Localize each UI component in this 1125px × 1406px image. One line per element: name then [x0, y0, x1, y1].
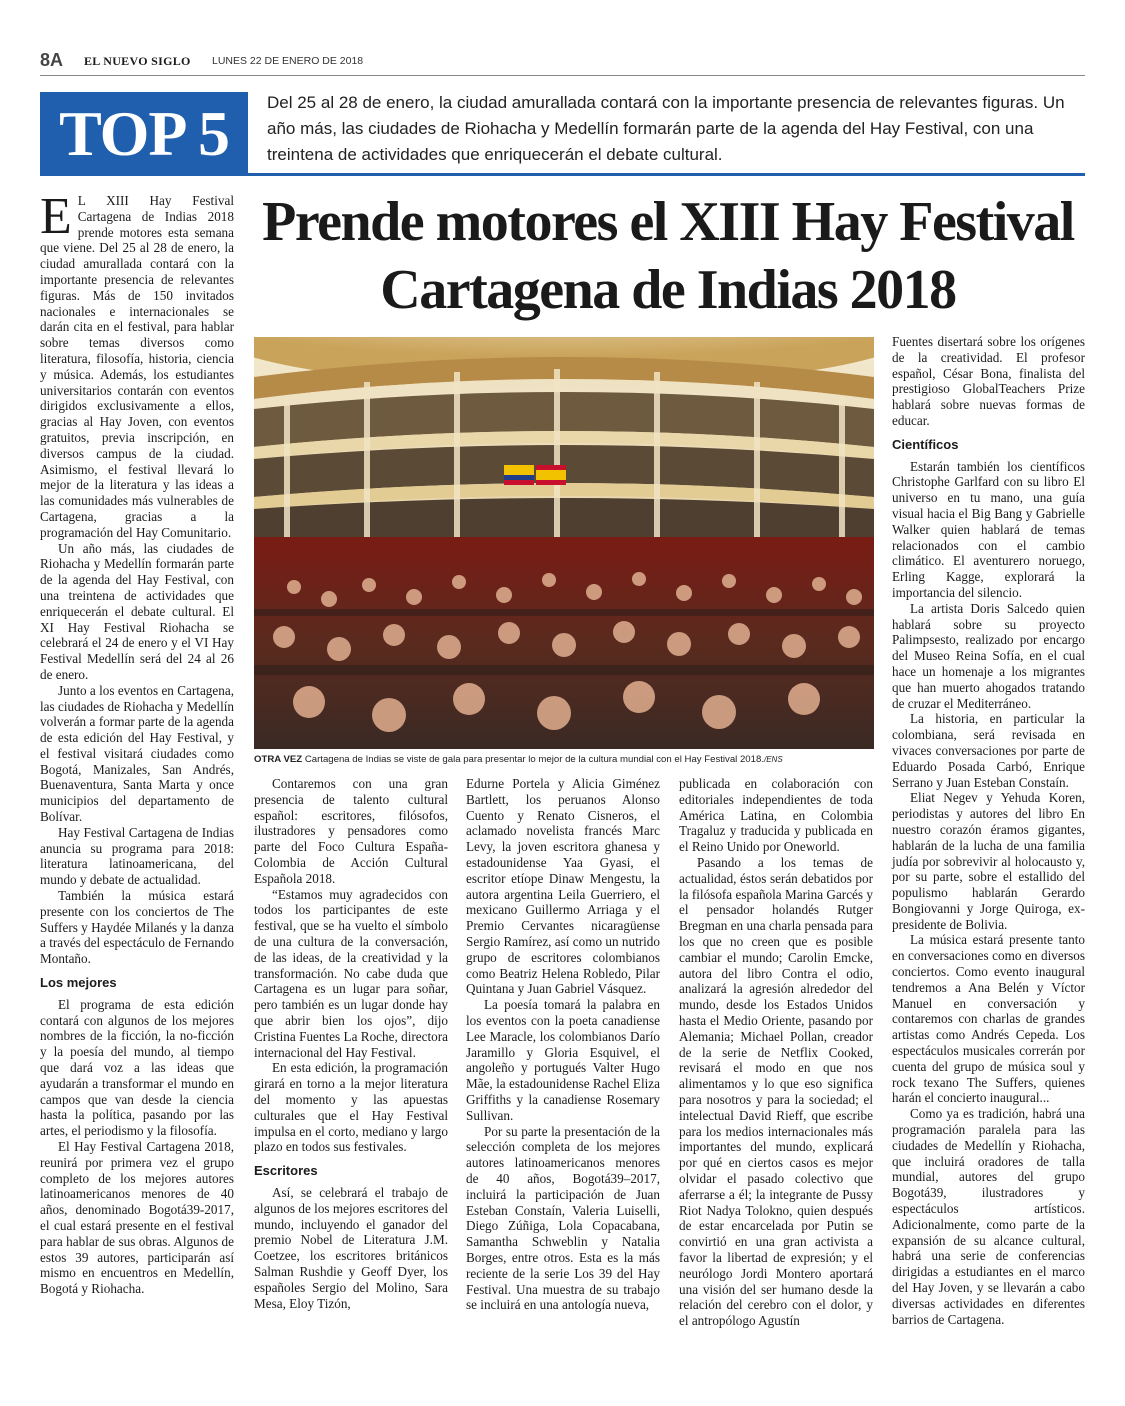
- paragraph: La artista Doris Salcedo quien hablará sobre su proyecto Palimpsesto, realizado por encargo del Museo Reina Sofía, en el cual hace un homenaje a los migrantes que han muerto ahogados tratando de cruzar el Mediterráneo.: [892, 600, 1085, 711]
- column-5: [892, 334, 1085, 1327]
- photo-caption: [254, 754, 874, 765]
- column-4: [679, 776, 873, 1329]
- paragraph: El Hay Festival Cartagena 2018, reunirá por primera vez el grupo completo de los mejores autores latinoamericanos menores de 40 años, denominado Bogotá39-2017, el cual estará presente en el festival para hablar de sus obras. Algunos de estos 39 autores, participarán así mismo en encuentros en Medellín, Bogotá y Riohacha.: [40, 1139, 234, 1297]
- paragraph: Fuentes disertará sobre los orígenes de la creatividad. El profesor español, César Bona, finalista del prestigioso GlobalTeachers Prize hablará sobre nuevas formas de educar.: [892, 334, 1085, 428]
- page-header: [40, 50, 1085, 74]
- paragraph: La poesía tomará la palabra en los eventos con la poeta canadiense Lee Maracle, los colombianos Darío Jaramillo y Gloria Esquivel, el angoleño y portugués Valter Hugo Mãe, la estadounidense Rachel Eliza Griffiths y la canadiense Rosemary Sullivan.: [466, 997, 660, 1123]
- paragraph: publicada en colaboración con editoriales independientes de toda América Latina, en Colombia Tragaluz y traducida y publicada en el Reino Unido por Oneworld.: [679, 776, 873, 855]
- paragraph: “Estamos muy agradecidos con todos los participantes de este festival, que se ha vuelto el símbolo de una cultura de la conversación, de las ideas, de la creatividad y la transformación. No cabe duda que Cartagena es un lugar para soñar, pero también es un lugar donde hay que abrir bien los ojos”, dijo Cristina Fuentes La Roche, directora internacional del Hay Festival.: [254, 886, 448, 1060]
- top5-badge: [40, 92, 248, 176]
- paragraph: Como ya es tradición, habrá una programación paralela para las ciudades de Medellín y Riohacha, que incluirá oradores de talla mundial, autores del grupo Bogotá39, ilustradores y espectáculos artísticos. Adicionalmente, como parte de la expansión de su alcance cultural, habrá una serie de conferencias dirigidas a estudiantes en el marco del Hay Joven, y se llevarán a cabo diversas actividades en diferentes barrios de Cartagena.: [892, 1106, 1085, 1327]
- paragraph: Un año más, las ciudades de Riohacha y Medellín formarán parte de la agenda del Hay Festival, con una treintena de actividades que enriquecerán el debate cultural. El XI Hay Festival Riohacha se celebrará el 24 de enero y el VI Hay Festival Medellín será del 24 al 26 de enero.: [40, 540, 234, 682]
- paragraph: El programa de esta edición contará con algunos de los mejores nombres de la ficción, la no-ficción y la poesía del mundo, al tiempo que dará voz a las ideas que ayudarán a transformar el mundo en campos que van desde la ciencia hasta la política, pasando por las artes, el periodismo y la filosofía.: [40, 996, 234, 1139]
- issue-date: LUNES 22 DE ENERO DE 2018: [212, 55, 364, 67]
- paragraph: Contaremos con una gran presencia de talento cultural español: escritores, filósofos, ilustradores y pensadores como parte del Foco Cultura España-Colombia de Acción Cultural Española 2018.: [254, 776, 448, 886]
- paragraph: E L XIII Hay Festival Cartagena de Indias 2018 prende motores esta semana que viene. Del 25 al 28 de enero, la ciudad amurallada contará con la importante presencia de relevantes figuras. Más de 150 invitados nacionales e internacionales se darán cita en el festival, para hablar sobre temas diversos como literatura, filosofía, historia, ciencia y música. Además, los estudiantes universitarios contarán con eventos dirigidos exclusivamente a ellos, gracias al Hay Joven, con eventos gratuitos, previa inscripción, en diversos campus de la ciudad. Asimismo, el festival llevará lo mejor de la literatura y las ideas a las comunidades más vulnerables de Cartagena, gracias a la programación del Hay Comunitario.: [40, 188, 234, 540]
- column-2: [254, 776, 448, 1311]
- paragraph: En esta edición, la programación girará en torno a la mejor literatura del momento y las apuestas culturales que el Hay Festival impulsa en el corto, mediano y largo plazo en todos sus festivales.: [254, 1060, 448, 1155]
- paragraph: Por su parte la presentación de la selección completa de los mejores autores latinoamericanos menores de 40 años, Bogotá39–2017, incluirá la participación de Juan Esteban Constaín, Valeria Luiselli, Diego Zúñiga, Lola Copacabana, Samantha Schweblin y Natalia Borges, entre otros. Esta es la más reciente de la serie Los 39 del Hay Festival. Una muestra de su trabajo se incluirá en una antología nueva,: [466, 1123, 660, 1313]
- column-3: [466, 776, 660, 1313]
- subheading-escritores: Escritores: [254, 1163, 318, 1179]
- drop-cap: E: [40, 188, 72, 245]
- intro-divider: [248, 173, 1085, 176]
- paragraph: La historia, en particular la colombiana, será revisada en vivaces conversaciones por parte de Eduardo Posada Carbó, Enrique Serrano y Juan Esteban Constaín.: [892, 711, 1085, 790]
- column-1: [40, 188, 234, 1297]
- paragraph: Hay Festival Cartagena de Indias anuncia su programa para 2018: literatura latinoamericana, del mundo y debate de actualidad.: [40, 824, 234, 888]
- header-divider: [40, 75, 1085, 76]
- paragraph: Así, se celebrará el trabajo de algunos de los mejores escritores del mundo, incluyendo el ganador del premio Nobel de Literatura J.M. Coetzee, los escritores británicos Salman Rushdie y Geoff Dyer, los españoles Sergio del Molino, Sara Mesa, Eloy Tizón,: [254, 1184, 448, 1311]
- paragraph: Pasando a los temas de actualidad, éstos serán debatidos por la filósofa española Marina Garcés y el pensador holandés Rutger Bregman en una charla pensada para los que no creen que es posible cambiar el mundo; Carolin Emcke, autora del libro Contra el odio, analizará la agresión alrededor del mundo, desde los Estados Unidos hasta el Medio Oriente, pasando por Alemania; Michael Pollan, creador de la serie de Netflix Cooked, revisará el modo en que nos alimentamos y lo que eso significa para nosotros y para la sociedad; el intelectual David Rieff, que escribe para los medios internacionales más importantes del mundo, explicará por qué en ciertos casos es mejor olvidar el pasado colectivo que aferrarse a él; la integrante de Pussy Riot Nadya Tolokno, quien después de estar encarcelada por Putin se convirtió en una gran activista a favor la libertad de expresión; y el neurólogo Jordi Montero aportará una visión del ser humano desde la relación del cerebro con el dolor, y el antropólogo Agustín: [679, 854, 873, 1329]
- paragraph: La música estará presente tanto en conversaciones como en diversos conciertos. Como evento inaugural tendremos a Ana Belén y Víctor Manuel en conversación y contaremos con charlas de grandes artistas como Andrés Cepeda. Los espectáculos musicales correrán por cuenta del grupo de música soul y rock texano The Suffers, quienes harán el concierto inaugural...: [892, 932, 1085, 1106]
- photo-credit: /ENS: [763, 755, 783, 764]
- paragraph: Junto a los eventos en Cartagena, las ciudades de Riohacha y Medellín volverán a formar parte de la agenda de esta edición del Hay Festival, y el festival visitará ciudades como Bogotá, Manizales, San Andrés, Buenaventura, Santa Marta y once municipios del departamento de Bolívar.: [40, 682, 234, 825]
- paragraph: Estarán también los científicos Christophe Garlfard con su libro El universo en tu mano, una guía visual hacia el Big Bang y Gabrielle Walker quien hablará de temas relacionados con el cambio climático. El aventurero noruego, Erling Kagge, explorará la importancia del silencio.: [892, 458, 1085, 600]
- subheading-los-mejores: Los mejores: [40, 975, 117, 991]
- theater-photo: [254, 337, 874, 749]
- caption-text: Cartagena de Indias se viste de gala para presentar lo mejor de la cultura mundial con el Hay Festival 2018.: [302, 754, 764, 765]
- page-number: 8A: [40, 50, 64, 70]
- paragraph: También la música estará presente con los conciertos de The Suffers y Haydée Milanés y la danza a través del espectáculo de Fernando Montaño.: [40, 888, 234, 967]
- paragraph: Eliat Negev y Yehuda Koren, periodistas y autores del libro En nuestro corazón éramos gigantes, hablarán de la lucha de una familia judía por sobrevivir al holocausto y, por su parte, sobre el estallido del populismo hablarán Gerardo Bongiovanni y Jorge Quiroga, ex-presidente de Bolivia.: [892, 790, 1085, 932]
- subheading-cientificos: Científicos: [892, 436, 959, 452]
- caption-lead: OTRA VEZ: [254, 754, 303, 765]
- intro-summary: Del 25 al 28 de enero, la ciudad amurallada contará con la importante presencia de relevantes figuras. Un año más, las ciudades de Riohacha y Medellín formarán parte de la agenda del Hay Festival, con una treintena de actividades que enriquecerán el debate cultural.: [267, 93, 1065, 164]
- paragraph: Edurne Portela y Alicia Giménez Bartlett, los peruanos Alonso Cuento y Renato Cisneros, el aclamado novelista francés Marc Levy, la joven escritora ghanesa y estadounidense Yaa Gyasi, el escritor etíope Dinaw Mengestu, la autora argentina Leila Guerriero, el mexicano Guillermo Arriaga y el Premio Cervantes nicaragüense Sergio Ramírez, así como un nutrido grupo de escritores colombianos como Beatriz Helena Robledo, Pilar Quintana y Juan Gabriel Vásquez.: [466, 776, 660, 997]
- top5-label: TOP 5: [59, 98, 229, 169]
- newspaper-name: EL NUEVO SIGLO: [84, 54, 191, 68]
- article-headline: Prende motores el XIII Hay Festival Cartagena de Indias 2018: [262, 191, 1074, 321]
